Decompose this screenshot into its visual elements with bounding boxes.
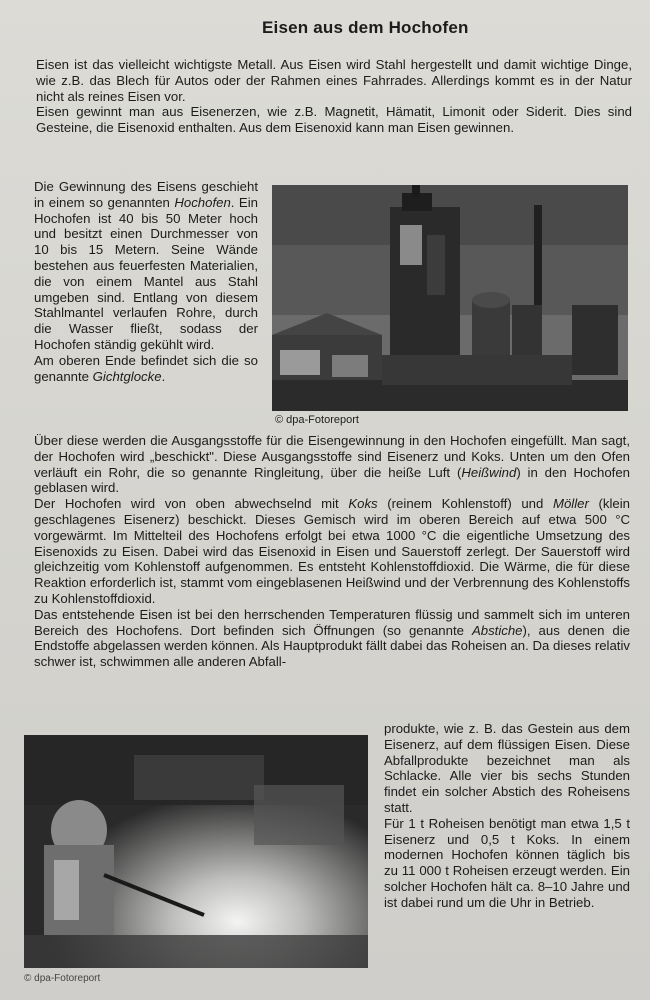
- intro-paragraph-1: Eisen ist das vielleicht wichtigste Metall. Aus Eisen wird Stahl hergestellt und damit wichtige Dinge, wie z.B. das Blech für Autos oder der Rahmen eines Fahrrades. Allerdings kommt es in der Natur nicht als reines Eisen vor.: [36, 57, 632, 104]
- paragraph-schlacke: produkte, wie z. B. das Gestein aus dem Eisenerz, auf dem flüssigen Eisen. Diese Abfallprodukte bezeichnet man als Schlacke. Alle vier bis sechs Stunden findet ein solcher Abstich des Roheisens statt.: [384, 721, 630, 815]
- main-text: [34, 433, 630, 670]
- term-hochofen: Hochofen: [174, 194, 231, 210]
- paragraph-beschicken: Über diese werden die Ausgangsstoffe für die Eisengewinnung in den Hochofen eingefüllt. Man sagt, der Hochofen wird „beschickt". Diese Ausgangsstoffe sind Eisenerz und Koks. Unten um den Ofen verläuft ein Rohr, die so genannte Ringleitung, über die heiße Luft (Heißwind) in den Hochofen geblasen wird.: [34, 433, 630, 496]
- page-title: Eisen aus dem Hochofen: [262, 18, 469, 37]
- paragraph-roheisen-menge: Für 1 t Roheisen benötigt man etwa 1,5 t Eisenerz und 0,5 t Koks. In einem modernen Hochofen können täglich bis zu 11 000 t Roheisen erzeugt werden. Ein solcher Hochofen hält ca. 8–10 Jahre und ist dabei rund um die Uhr in Betrieb.: [384, 815, 630, 910]
- photo-credit-2: © dpa-Fotoreport: [24, 973, 101, 984]
- term-gichtglocke: Gichtglocke: [92, 368, 162, 384]
- paragraph-hochofen: Die Gewinnung des Eisens geschieht in einem so genannten Hochofen. Ein Hochofen ist 40 bis 50 Meter hoch und besitzt einen Durchmesser von 10 bis 15 Metern. Seine Wände bestehen aus feuerfesten Materialien, die von einem Mantel aus Stahl umgeben sind. Entlang von diesem Stahlmantel verlaufen Rohre, durch die Wasser fließt, sodass der Hochofen ständig gekühlt wird.: [34, 179, 258, 352]
- term-abstiche: Abstiche: [471, 622, 523, 638]
- left-column-text: [34, 179, 258, 384]
- paragraph-reaktion: Der Hochofen wird von oben abwechselnd mit Koks (reinem Kohlenstoff) und Möller (klein geschlagenes Eisenerz) beschickt. Dieses Gemisch wird im oberen Bereich auf etwa 500 °C vorgewärmt. Im Mittelteil des Hochofens erfolgt bei etwa 1000 °C die eigentliche Umsetzung des Eisenoxids zu Eisen. Dabei wird das Eisenoxid in Eisen und Sauerstoff zerlegt. Der Sauerstoff wird gleichzeitig vom Kohlenstoff aufgenommen. Es entsteht Kohlenstoffdioxid. Die Wärme, die für diese Reaktion erforderlich ist, stammt vom eingeblasenen Heißwind und der Verbrennung des Kohlenstoffs zu Kohlenstoffdioxid.: [34, 496, 630, 606]
- paragraph-gichtglocke: Am oberen Ende befindet sich die so genannte Gichtglocke.: [34, 352, 258, 384]
- intro-text: [36, 57, 632, 136]
- intro-paragraph-2: Eisen gewinnt man aus Eisenerzen, wie z.B. Magnetit, Hämatit, Limonit oder Siderit. Dies sind Gesteine, die Eisenoxid enthalten. Aus dem Eisenoxid kann man Eisen gewinnen.: [36, 104, 632, 136]
- blast-furnace-photo: [272, 185, 628, 411]
- paragraph-abstich: Das entstehende Eisen ist bei den herrschenden Temperaturen flüssig und sammelt sich im unteren Bereich des Hochofens. Dort befinden sich Öffnungen (so genannte Abstiche), aus denen die Endstoffe abgelassen werden können. Als Hauptprodukt fällt dabei das Roheisen an. Da dieses relativ schwer ist, schwimmen alle anderen Abfall-: [34, 606, 630, 670]
- term-koks: Koks: [348, 496, 378, 512]
- term-heisswind: Heißwind: [461, 464, 517, 480]
- right-column-text: [384, 721, 630, 911]
- term-moeller: Möller: [552, 496, 589, 512]
- tapping-photo: [24, 735, 368, 968]
- photo-credit-1: © dpa-Fotoreport: [275, 414, 359, 426]
